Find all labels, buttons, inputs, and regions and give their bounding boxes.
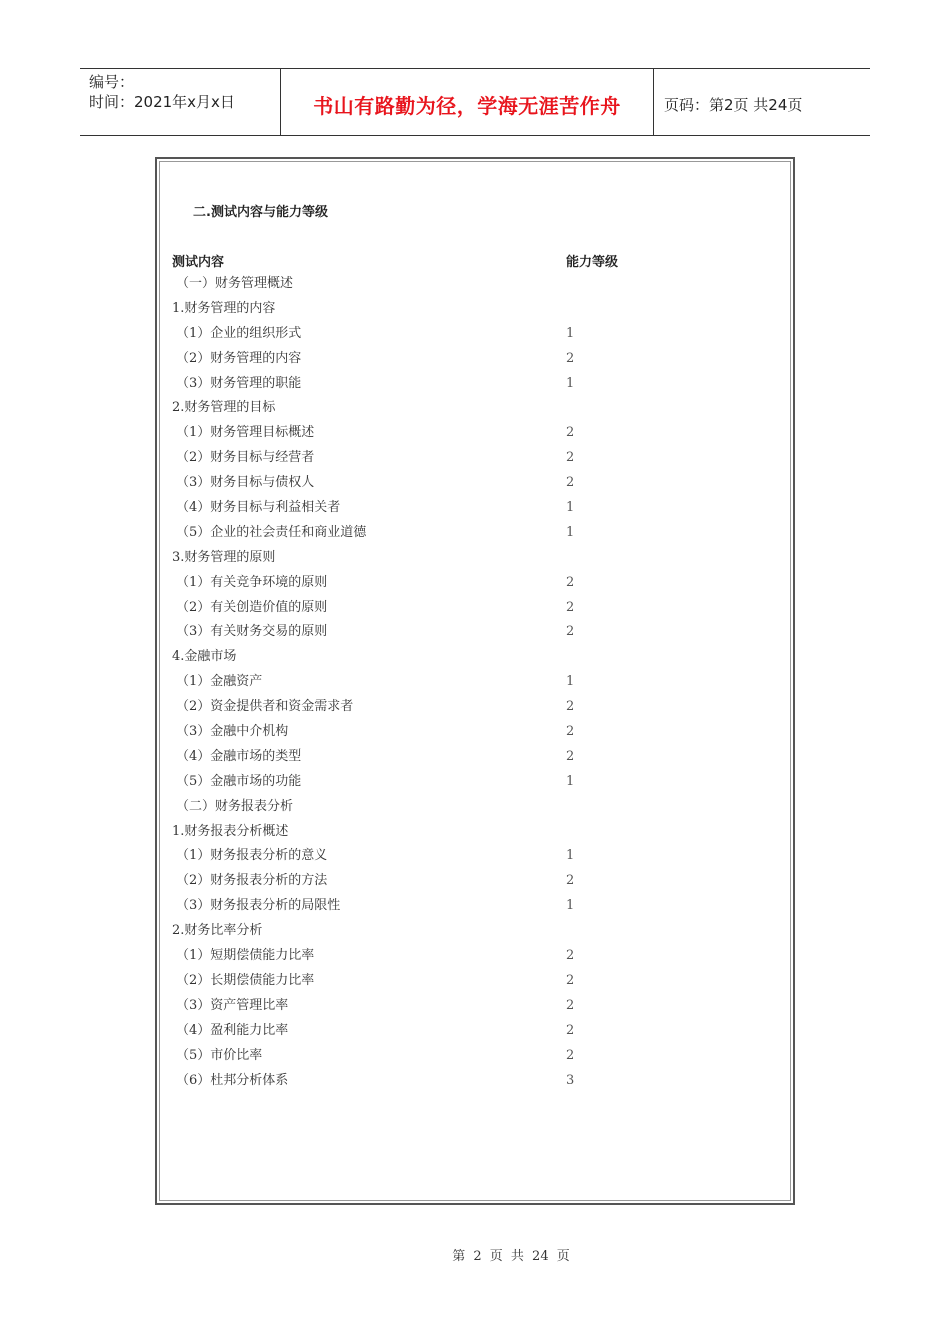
list-item [172, 1019, 732, 1044]
item-level: 1 [566, 848, 575, 864]
list-item [172, 670, 732, 695]
list-item [172, 770, 732, 795]
list-item [172, 944, 732, 969]
item-label: （1）短期偿债能力比率 [176, 948, 315, 964]
column-header-content: 测试内容 [172, 255, 225, 270]
page-header [80, 68, 870, 136]
item-label: 2.财务管理的目标 [172, 400, 276, 416]
column-header-level: 能力等级 [566, 255, 619, 270]
item-level: 2 [566, 425, 575, 441]
content-list [172, 272, 732, 1093]
list-item [172, 596, 732, 621]
item-label: （二）财务报表分析 [176, 798, 294, 814]
item-level: 3 [566, 1072, 575, 1088]
list-item [172, 919, 732, 944]
list-item [172, 546, 732, 571]
motto: 书山有路勤为径，学海无涯苦作舟 [281, 69, 654, 135]
item-label: （1）企业的组织形式 [176, 325, 302, 341]
item-level: 2 [566, 724, 575, 740]
list-item [172, 844, 732, 869]
item-label: （3）财务管理的职能 [176, 375, 302, 391]
item-label: 4.金融市场 [172, 649, 237, 665]
item-level: 2 [566, 1022, 575, 1038]
item-level: 1 [566, 500, 575, 516]
list-item [172, 396, 732, 421]
item-label: （2）资金提供者和资金需求者 [176, 699, 354, 715]
list-item [172, 297, 732, 322]
list-item [172, 1044, 732, 1069]
item-label: （2）有关创造价值的原则 [176, 599, 328, 615]
item-label: （5）企业的社会责任和商业道德 [176, 524, 367, 540]
item-level: 2 [566, 873, 575, 889]
item-level: 2 [566, 1047, 575, 1063]
item-label: （一）财务管理概述 [176, 276, 294, 291]
list-item [172, 322, 732, 347]
item-label: （3）有关财务交易的原则 [176, 624, 328, 640]
item-label: （1）有关竞争环境的原则 [176, 574, 328, 590]
item-label: （5）市价比率 [176, 1047, 263, 1063]
item-label: （1）财务管理目标概述 [176, 425, 315, 441]
item-label: （5）金融市场的功能 [176, 773, 302, 789]
item-label: （4）财务目标与利益相关者 [176, 500, 341, 516]
item-level: 1 [566, 524, 575, 540]
list-item [172, 521, 732, 546]
list-item [172, 571, 732, 596]
list-item [172, 869, 732, 894]
item-level: 1 [566, 325, 575, 341]
item-label: （2）财务目标与经营者 [176, 450, 315, 466]
item-level: 2 [566, 948, 575, 964]
item-level: 1 [566, 773, 575, 789]
item-level: 2 [566, 972, 575, 988]
item-label: （6）杜邦分析体系 [176, 1072, 289, 1088]
page-info: 页码：第2页 共24页 [664, 95, 803, 114]
item-label: （1）财务报表分析的意义 [176, 848, 328, 864]
item-label: （3）资产管理比率 [176, 997, 289, 1013]
item-label: 1.财务管理的内容 [172, 300, 276, 316]
list-item [172, 720, 732, 745]
item-level: 1 [566, 375, 575, 391]
item-level: 2 [566, 997, 575, 1013]
list-item [172, 421, 732, 446]
item-level: 2 [566, 624, 575, 640]
item-label: 3.财务管理的原则 [172, 549, 276, 565]
header-meta [80, 69, 281, 135]
item-label: （4）金融市场的类型 [176, 748, 302, 764]
item-label: 2.财务比率分析 [172, 923, 263, 939]
page-footer: 第 2 页 共 24 页 [452, 1249, 570, 1264]
item-label: （3）金融中介机构 [176, 724, 289, 740]
item-label: 1.财务报表分析概述 [172, 823, 289, 839]
list-item [172, 372, 732, 397]
item-label: （4）盈利能力比率 [176, 1022, 289, 1038]
list-item [172, 695, 732, 720]
list-item [172, 347, 732, 372]
list-item [172, 496, 732, 521]
item-level: 1 [566, 674, 575, 690]
list-item [172, 894, 732, 919]
item-label: （2）财务管理的内容 [176, 350, 302, 366]
list-item [172, 994, 732, 1019]
item-level: 2 [566, 475, 575, 491]
item-level: 2 [566, 599, 575, 615]
list-item [172, 645, 732, 670]
section-title: 二.测试内容与能力等级 [193, 205, 328, 220]
item-label: （1）金融资产 [176, 674, 263, 690]
list-item [172, 969, 732, 994]
item-level: 2 [566, 350, 575, 366]
time-label: 时间：2021年x月x日 [89, 93, 235, 111]
item-level: 2 [566, 450, 575, 466]
item-level: 2 [566, 699, 575, 715]
item-label: （3）财务报表分析的局限性 [176, 898, 341, 914]
list-item [172, 446, 732, 471]
item-level: 2 [566, 748, 575, 764]
list-item [172, 620, 732, 645]
item-level: 2 [566, 574, 575, 590]
number-label: 编号： [89, 73, 135, 91]
list-item [172, 745, 732, 770]
list-item [172, 820, 732, 845]
list-item [172, 1069, 732, 1094]
item-label: （3）财务目标与债权人 [176, 475, 315, 491]
item-level: 1 [566, 898, 575, 914]
item-label: （2）财务报表分析的方法 [176, 873, 328, 889]
list-item [172, 795, 732, 820]
list-item [172, 272, 732, 297]
list-item [172, 471, 732, 496]
item-label: （2）长期偿债能力比率 [176, 972, 315, 988]
